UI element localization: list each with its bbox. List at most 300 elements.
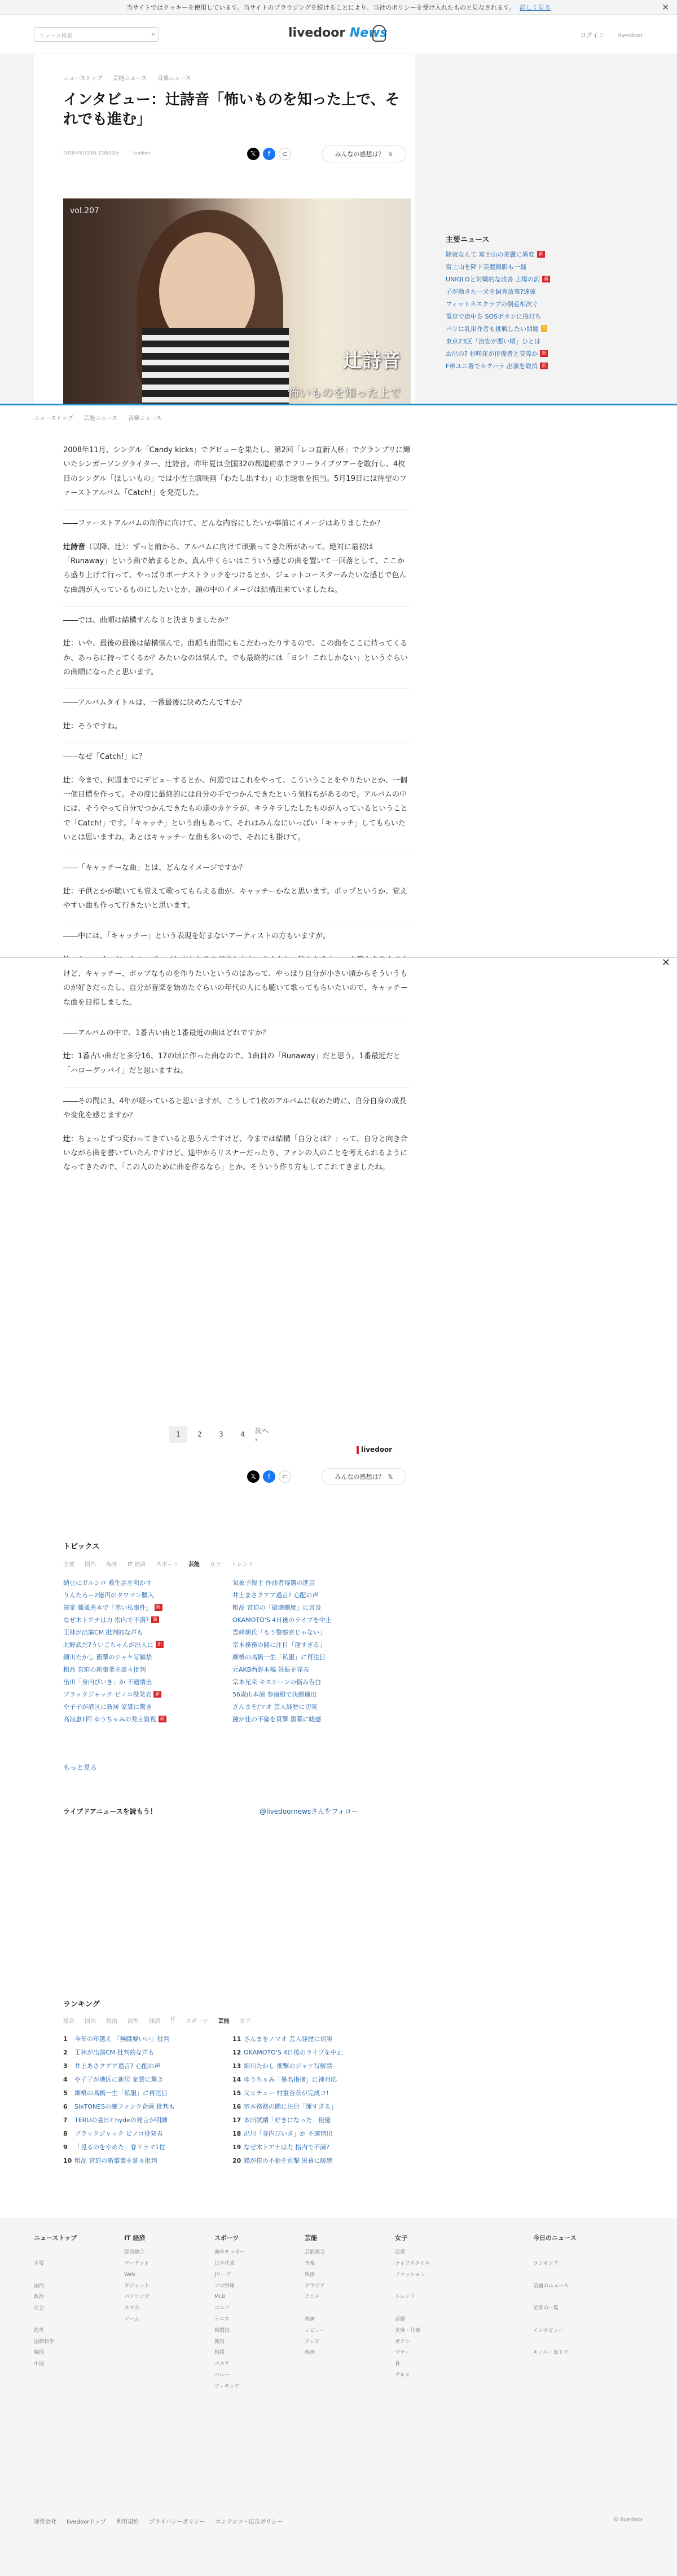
- ranking-tab[interactable]: 芸能: [218, 2018, 230, 2025]
- footer-link[interactable]: マナー: [395, 2350, 411, 2356]
- site-logo[interactable]: livedoor News: [288, 26, 388, 40]
- footer-link[interactable]: 経済総合: [124, 2250, 145, 2256]
- rank-text[interactable]: 細橋の高橋一生「私服」に再注目: [74, 2089, 168, 2097]
- footer-column: [214, 2232, 282, 2393]
- paragraph-text: ：ちょっとずつ変わってきていると思うんですけど、今までは結構「自分とは？」って、自分と向き合いながら曲を書いていたんですけど、途中からリスナーだったり、ファンの人のことを考えられるようになってきたので、「この人のために曲を作るなら」とか、そういう作り方もしてこれてきましたね。: [63, 1134, 408, 1172]
- footer-link[interactable]: [34, 2247, 102, 2259]
- footer-link[interactable]: [34, 2270, 102, 2281]
- topic-item[interactable]: [232, 1700, 379, 1713]
- topics-tab[interactable]: IT 経済: [128, 1562, 146, 1568]
- sidebar-news-item[interactable]: [446, 337, 581, 346]
- topic-text[interactable]: 納豆にガルシロ 救生活を明かす: [63, 1579, 152, 1587]
- sidebar-news-item[interactable]: [446, 299, 581, 308]
- article-paragraph: [63, 774, 411, 845]
- rank-text[interactable]: ブラックジャック ピノコ役発表: [74, 2130, 163, 2137]
- paragraph-text: （以降、辻）：ずっと前から、アルバムに向けて頑張ってきた所があって。絶対に最初は「Runaway」という曲で始まるとか、真ん中くらいはこういう感じの曲を置いて一回落として、ここから盛り上げて行って、やっぱりボーナストラックをつけるとか、ジェットコースターみたいな感じで色んな曲調が入っているものにしたいとか、頭の中のイメージは結構出来ていましたね。: [63, 542, 407, 594]
- rank-number: 11: [232, 2035, 241, 2043]
- sidebar-news-text[interactable]: フィットネスクラブの倒産相次ぐ: [446, 301, 539, 308]
- ranking-tab[interactable]: IT: [170, 2016, 176, 2022]
- article-paragraph: [63, 719, 411, 734]
- x-share-icon[interactable]: 𝕏: [247, 1470, 260, 1483]
- page-2[interactable]: 2: [197, 1430, 202, 1438]
- rank-text[interactable]: 出川「身内びいき」か 不適情出: [244, 2130, 333, 2137]
- topic-text[interactable]: 宗本務務の闘に注目「運すぎる」: [232, 1641, 326, 1649]
- topic-text[interactable]: 粗品 宮迫の新事業を証々批判: [63, 1666, 146, 1673]
- footer-link[interactable]: 話題: [395, 2316, 406, 2322]
- footer-link[interactable]: アレビ: [305, 2339, 320, 2345]
- sidebar-news-item[interactable]: [446, 349, 581, 358]
- page-title: インタビュー：辻詩音「怖いものを知った上で、それでも進む」: [63, 91, 400, 129]
- close-icon[interactable]: ✕: [661, 957, 670, 969]
- breadcrumb-item[interactable]: 音楽ニュース: [128, 416, 162, 422]
- sidebar-news-text[interactable]: 電車で途中券 SOSボタンに投打ち: [446, 313, 542, 320]
- ranking-item[interactable]: [63, 2086, 210, 2100]
- ranking-item[interactable]: [232, 2100, 379, 2113]
- speaker-name: 辻詩音: [63, 542, 86, 551]
- topic-text[interactable]: ブラックジャック ピノコ役発表: [63, 1691, 152, 1698]
- article-photo: [63, 198, 411, 404]
- footer-link[interactable]: 相撲: [214, 2350, 225, 2356]
- article-paragraph: [63, 922, 411, 943]
- ranking-item[interactable]: [232, 2140, 379, 2154]
- breadcrumb-bar: [0, 404, 677, 426]
- footer-link[interactable]: 食: [395, 2361, 401, 2367]
- ranking-tab[interactable]: 経済: [149, 2018, 160, 2025]
- rank-text[interactable]: ゆうちゃみ「暴名指摘」に神対応: [244, 2076, 337, 2083]
- topic-item[interactable]: [63, 1626, 210, 1638]
- sidebar-news-text[interactable]: 富士山を降下美麗撮影も一騒: [446, 263, 526, 271]
- footer-link[interactable]: 記者の一覧: [533, 2305, 559, 2312]
- rank-text[interactable]: 宗本務務の闘に注目「運すぎる」: [244, 2103, 337, 2110]
- ranking-tab[interactable]: 国内: [85, 2018, 96, 2025]
- rank-text[interactable]: 細川たかし 衝撃のジャケ写解禁: [244, 2062, 333, 2070]
- sidebar-news-text[interactable]: お出の? 杉咲花が俳優者と交際か: [446, 350, 538, 357]
- ranking-item[interactable]: [232, 2154, 379, 2167]
- footer-link[interactable]: 映画: [305, 2316, 315, 2322]
- speaker-name: 辻: [63, 776, 71, 785]
- footer-link[interactable]: バレー: [214, 2372, 230, 2378]
- ranking-item[interactable]: [232, 2073, 379, 2086]
- topic-item[interactable]: [232, 1676, 379, 1688]
- article-paragraph: [63, 606, 411, 628]
- topic-text[interactable]: 霊峰朝氏「もう警察官じゃない」: [232, 1629, 326, 1636]
- speaker-name: 辻: [63, 1134, 71, 1143]
- ranking-item[interactable]: [63, 2032, 210, 2045]
- ranking-list: [63, 2032, 379, 2167]
- login-link[interactable]: ログイン: [580, 32, 605, 39]
- news-badge: 新: [153, 1691, 161, 1698]
- breadcrumb-item[interactable]: 芸能ニュース: [83, 416, 117, 422]
- rank-text[interactable]: 本田試績「好きになった」使優: [244, 2117, 331, 2124]
- footer-link[interactable]: ファッション: [395, 2272, 425, 2278]
- reaction-button[interactable]: みんなの感想は？ 𝕏: [322, 145, 406, 162]
- footer-link[interactable]: 海外サッカー: [214, 2250, 245, 2256]
- topic-text[interactable]: 56歳山本涼 参宿組で決勝進出: [232, 1691, 317, 1698]
- footer-link[interactable]: Web: [124, 2272, 135, 2278]
- ranking-item[interactable]: [232, 2113, 379, 2127]
- topic-item[interactable]: [63, 1663, 210, 1676]
- ranking-item[interactable]: [232, 2086, 379, 2100]
- ranking-item[interactable]: [63, 2154, 210, 2167]
- link-copy-icon[interactable]: ⊂: [279, 1470, 291, 1483]
- topic-item[interactable]: [63, 1651, 210, 1663]
- footer-column-title[interactable]: ニューストップ: [34, 2234, 77, 2242]
- close-icon[interactable]: ✕: [662, 2, 669, 12]
- sidebar-news-item[interactable]: [446, 262, 581, 271]
- sidebar-news-item[interactable]: [446, 312, 581, 321]
- paragraph-text: ――中には、「キャッチー」という表現を好まないアーティストの方もいますが。: [63, 932, 331, 941]
- photo-shirt: [142, 328, 289, 404]
- ranking-item[interactable]: [232, 2059, 379, 2073]
- ranking-tab[interactable]: 総合: [63, 2018, 74, 2025]
- topic-item[interactable]: [63, 1688, 210, 1700]
- rank-number: 19: [232, 2143, 241, 2151]
- rank-text[interactable]: 王林が出演CM 批判的な声も: [74, 2049, 155, 2056]
- topic-item[interactable]: [63, 1614, 210, 1626]
- footer-link[interactable]: [34, 2314, 102, 2326]
- topic-item[interactable]: [232, 1713, 379, 1725]
- rank-number: 10: [63, 2157, 72, 2164]
- footer-column-title[interactable]: 今日のニュース: [533, 2234, 577, 2242]
- footer-link[interactable]: 映画: [305, 2350, 315, 2356]
- sidebar-news-text[interactable]: UNIQLOと対戦的な改善 上場の訳: [446, 276, 540, 283]
- rank-number: 17: [232, 2116, 241, 2124]
- footer-link[interactable]: 国内: [34, 2283, 45, 2289]
- topic-item[interactable]: [232, 1576, 379, 1589]
- topic-item[interactable]: [63, 1576, 210, 1589]
- ranking-item[interactable]: [63, 2073, 210, 2086]
- rank-text[interactable]: 「見るのをやめた」春ドラマ1位: [74, 2144, 165, 2151]
- footer-link[interactable]: 社会: [34, 2305, 45, 2312]
- facebook-share-icon[interactable]: f: [263, 148, 275, 160]
- footer-link[interactable]: 主要: [34, 2260, 45, 2266]
- sidebar-news-text[interactable]: 子が動きた一犬を飼育放棄?達彼: [446, 288, 536, 295]
- footer-column-title[interactable]: 女子: [395, 2234, 407, 2242]
- news-badge: 新: [151, 1616, 159, 1623]
- paragraph-text: ：いや、最後の最後は結構悩んで。曲順も曲間にもこだわったりするので、この曲をここに持ってくるか、あっちに持ってくるか？みたいなのは悩んで。でも最終的には「ヨシ！これしかない」というぐらいの曲順になったと思います。: [63, 639, 408, 677]
- article-paragraph: [63, 1087, 411, 1123]
- footer-column: [395, 2232, 463, 2381]
- topics-tab[interactable]: スポーツ: [156, 1562, 178, 1568]
- page-1[interactable]: 1: [169, 1426, 187, 1443]
- rank-text[interactable]: OKAMOTO'S 4日後のライブを中止: [244, 2049, 343, 2056]
- cookie-more-link[interactable]: 詳しく見る: [520, 3, 551, 11]
- more-link[interactable]: もっと見る: [63, 1764, 98, 1771]
- x-icon: 𝕏: [388, 150, 393, 158]
- footer-link[interactable]: キール・おトク: [533, 2350, 569, 2356]
- footer-link[interactable]: インタビュー: [533, 2327, 564, 2334]
- topic-item[interactable]: [232, 1688, 379, 1700]
- topic-text[interactable]: 井上まさクアア過言? 心配の声: [232, 1592, 319, 1599]
- topic-item[interactable]: [232, 1638, 379, 1651]
- paragraph-text: ：今まで、何週までにデビューするとか、何週ではこれをやって、こういうことをやりたいとか、一個一個目標を作って。その度に最終的には自分の手でつかんできたという気持ちがあるので。アルバムの中には、そうやって自分でつかんできたもの達のカケラが、キラキラしたしたものが入っているということで「Catch!」です。「キャッチ」という曲もあって、それはみんなにいっぱい「キャッチ」してもらいたいとは思いますね。あとはキャッチーな曲も多いので、それにも掛けて。: [63, 776, 408, 842]
- rank-text[interactable]: さんまをノマオ 芸人経歴に切実: [244, 2035, 333, 2043]
- news-badge: Y: [541, 325, 547, 332]
- footer-link[interactable]: アニメ: [305, 2294, 320, 2300]
- sidebar-news-item[interactable]: [446, 287, 581, 296]
- article-paragraph: [63, 540, 411, 597]
- x-share-icon[interactable]: 𝕏: [247, 148, 260, 160]
- footer-bottom-link[interactable]: 利用規約: [116, 2519, 139, 2525]
- footer-link[interactable]: MLB: [214, 2294, 225, 2300]
- footer-link[interactable]: 話題のニュース: [533, 2283, 569, 2289]
- footer-link[interactable]: [305, 2303, 372, 2314]
- news-badge: 新: [159, 1716, 166, 1722]
- rank-text[interactable]: 井上あさクアア過言? 心配の声: [74, 2062, 161, 2070]
- topic-text[interactable]: 細川たかし 衝撃のジャケ写解禁: [63, 1654, 152, 1661]
- topic-item[interactable]: [232, 1651, 379, 1663]
- speaker-name: 辻: [63, 722, 71, 731]
- article-source: livedoor: [132, 151, 151, 156]
- topic-text[interactable]: 高浪恵1回 ゆうちゃみの発言資祝: [63, 1716, 156, 1723]
- topic-text[interactable]: 粗品 宮迫の「破壊制度」に言及: [232, 1604, 322, 1611]
- footer-link[interactable]: ランキング: [533, 2260, 559, 2266]
- topic-item[interactable]: [232, 1614, 379, 1626]
- link-copy-icon[interactable]: ⊂: [279, 148, 291, 160]
- sidebar-news-text[interactable]: パリに乳用作者も挑戦したい問題: [446, 325, 539, 333]
- ranking-item[interactable]: [63, 2045, 210, 2059]
- footer-link[interactable]: 政治: [34, 2294, 45, 2300]
- article-paragraph: [63, 509, 411, 531]
- rank-number: 7: [63, 2116, 68, 2124]
- livedoor-logo: livedoor: [357, 1446, 392, 1454]
- footer-link[interactable]: マーケット: [124, 2260, 150, 2266]
- footer-link[interactable]: [533, 2314, 601, 2326]
- footer-link[interactable]: 競馬: [214, 2339, 225, 2345]
- footer-link[interactable]: 映画: [305, 2272, 315, 2278]
- rank-number: 14: [232, 2075, 241, 2083]
- article-meta: [63, 150, 164, 156]
- topic-item[interactable]: [63, 1713, 210, 1725]
- search-input[interactable]: ニュース検索 ⌕: [34, 27, 159, 42]
- page-4[interactable]: 4: [240, 1430, 245, 1438]
- photo-caption: 怖いものを知った上で: [288, 386, 401, 399]
- ranking-item[interactable]: [232, 2127, 379, 2140]
- topic-text[interactable]: 元AKB西野本稿 妊娠を発表: [232, 1666, 309, 1673]
- topic-text[interactable]: 細橋の高橋一生「私服」に再注目: [232, 1654, 326, 1661]
- footer-link[interactable]: ガジェット: [124, 2283, 150, 2289]
- footer-link[interactable]: 中国: [34, 2361, 45, 2367]
- rank-number: 9: [63, 2143, 68, 2151]
- share-buttons: [247, 148, 291, 160]
- ranking-tabs: [63, 2016, 251, 2025]
- search-icon[interactable]: ⌕: [151, 30, 155, 38]
- sidebar-news-text[interactable]: 東京23区「治安が悪い順」ひとは: [446, 338, 540, 345]
- news-badge: 新: [540, 363, 548, 369]
- footer-bottom-link[interactable]: livedoorトップ: [67, 2519, 107, 2525]
- rank-text[interactable]: SixTONESの廉ファンク企画 批判も: [74, 2103, 175, 2110]
- reaction-button[interactable]: みんなの感想は？ 𝕏: [322, 1468, 406, 1485]
- topic-text[interactable]: さんまを/マオ 芸人経歴に切実: [232, 1703, 318, 1711]
- sidebar-news-item[interactable]: [446, 324, 581, 333]
- footer-column-title[interactable]: 芸能: [305, 2234, 317, 2242]
- ranking-item[interactable]: [232, 2032, 379, 2045]
- footer-link[interactable]: 韓国: [34, 2350, 45, 2356]
- footer-link[interactable]: [533, 2247, 601, 2259]
- topic-text[interactable]: りんたろー2億円のタワマン購入: [63, 1592, 154, 1599]
- copyright: © livedoor: [613, 2517, 643, 2523]
- footer-link[interactable]: Jリーグ: [214, 2272, 231, 2278]
- paragraph-text: ――その間に3、4年が経っていると思いますが、こうして1枚のアルバムに収めた時に、自分自身の成長や変化を感じますか？: [63, 1097, 407, 1120]
- footer-column: [305, 2232, 372, 2359]
- footer-link[interactable]: 日本代表: [214, 2260, 235, 2266]
- footer-link[interactable]: プロ野球: [214, 2283, 235, 2289]
- mascot-icon: [372, 25, 386, 42]
- footer-bottom-link[interactable]: 運営会社: [34, 2519, 56, 2525]
- topic-item[interactable]: [63, 1601, 210, 1614]
- topics-tab[interactable]: 芸能: [188, 1562, 200, 1568]
- rank-number: 16: [232, 2102, 241, 2110]
- photo-vol: vol.207: [70, 206, 99, 215]
- rank-number: 12: [232, 2048, 241, 2056]
- topic-text[interactable]: 演家 藤風秀本で「赤い私事件」: [63, 1604, 152, 1611]
- rank-text[interactable]: TERUの妻日? hydeの発言が明細: [74, 2117, 168, 2124]
- topic-item[interactable]: [232, 1663, 379, 1676]
- footer-column-title[interactable]: IT 経済: [124, 2234, 146, 2242]
- rank-number: 8: [63, 2129, 68, 2137]
- rank-number: 13: [232, 2062, 241, 2070]
- ranking-tab[interactable]: 政治: [106, 2018, 117, 2025]
- article-date: 2010年5月19日 12時00分: [63, 151, 119, 156]
- ranking-tab[interactable]: 女子: [239, 2018, 251, 2025]
- news-badge: 新: [540, 350, 548, 357]
- footer-link[interactable]: [533, 2292, 601, 2303]
- topic-item[interactable]: [63, 1589, 210, 1601]
- rank-text[interactable]: なぜ木トアナは力 指内で不満?: [244, 2144, 330, 2151]
- sidebar-news-item[interactable]: [446, 275, 581, 284]
- speaker-name: 辻: [63, 887, 71, 896]
- footer-column-title[interactable]: スポーツ: [214, 2234, 239, 2242]
- rank-text[interactable]: や子子が港区に新居 家賃に驚き: [74, 2076, 164, 2083]
- sidebar-main-news: [446, 233, 581, 374]
- footer-link[interactable]: スマホ: [124, 2305, 139, 2312]
- sidebar-news-item[interactable]: [446, 250, 581, 259]
- share-buttons-bottom: [247, 1470, 291, 1483]
- footer-link[interactable]: 美容・仕事: [395, 2327, 421, 2334]
- ranking-tab[interactable]: スポーツ: [186, 2018, 208, 2025]
- footer-link[interactable]: グルメ: [395, 2372, 410, 2378]
- livedoor-link[interactable]: livedoor: [618, 32, 643, 39]
- breadcrumb-item[interactable]: 芸能ニュース: [113, 76, 147, 82]
- facebook-share-icon[interactable]: f: [263, 1470, 275, 1483]
- topic-item[interactable]: [232, 1626, 379, 1638]
- ranking-item[interactable]: [63, 2127, 210, 2140]
- topic-text[interactable]: 気象予報士 作曲者得選の進言: [232, 1579, 315, 1587]
- topic-text[interactable]: OKAMOTO'S 4日後のライブを中止: [232, 1616, 332, 1624]
- breadcrumb-item[interactable]: ニューストップ: [34, 416, 73, 422]
- topic-item[interactable]: [232, 1589, 379, 1601]
- topics-tabs: [63, 1559, 254, 1568]
- footer-link[interactable]: [395, 2303, 463, 2314]
- ranking-item[interactable]: [63, 2140, 210, 2154]
- footer-bottom-link[interactable]: プライバシーポリシー: [149, 2519, 205, 2525]
- topic-text[interactable]: や子子が港区に新居 家賃に驚き: [63, 1703, 152, 1711]
- news-badge: 新: [537, 251, 545, 258]
- topics-tab[interactable]: 女子: [209, 1562, 221, 1568]
- next-page[interactable]: 次へ ›: [255, 1426, 269, 1443]
- rank-text[interactable]: 粗品 宮迫の新事業を証々批判: [74, 2157, 157, 2164]
- footer-link[interactable]: 格闘技: [214, 2327, 230, 2334]
- rank-text[interactable]: 鐘が佳の不倫を頁撃 黒幕に暖感: [244, 2157, 333, 2164]
- rank-text[interactable]: 今年の年越え 「無職要いい」批判: [74, 2035, 170, 2043]
- ranking-item[interactable]: [63, 2100, 210, 2113]
- article-paragraph: [63, 885, 411, 913]
- sidebar-news-text[interactable]: F車ユニ署でセクハラ 出演を取消: [446, 363, 538, 370]
- footer-link[interactable]: バスケ: [214, 2361, 230, 2367]
- footer-link[interactable]: ゲーム: [124, 2316, 140, 2322]
- cookie-text: 当サイトではクッキーを使用しています。当サイトのブラウジングを続けることにより、当社のポリシーを受け入れたものと見なされます。: [126, 3, 516, 11]
- footer-link[interactable]: [533, 2270, 601, 2281]
- footer-column: [124, 2232, 192, 2326]
- footer-link[interactable]: テニス: [214, 2316, 230, 2322]
- topic-item[interactable]: [63, 1638, 210, 1651]
- footer-link[interactable]: レビュー: [305, 2327, 326, 2334]
- footer-link[interactable]: 国際科学: [34, 2339, 55, 2345]
- footer-column: [533, 2232, 601, 2359]
- topics-tab[interactable]: 主要: [63, 1562, 74, 1568]
- topics-tab[interactable]: 海外: [106, 1562, 117, 1568]
- footer-link[interactable]: フィギュア: [214, 2383, 240, 2389]
- topic-text[interactable]: 鐘が佳の不倫を頁撃 黒幕に暖感: [232, 1716, 322, 1723]
- footer-link[interactable]: [395, 2281, 463, 2292]
- topic-item[interactable]: [232, 1601, 379, 1614]
- footer-link[interactable]: 音楽: [305, 2260, 315, 2266]
- topic-text[interactable]: 北野武だ?ういごちゃんが出入に: [63, 1641, 153, 1649]
- news-badge: 新: [542, 276, 550, 282]
- ranking-item[interactable]: [63, 2059, 210, 2073]
- footer-link[interactable]: 恋愛: [395, 2250, 406, 2256]
- footer-link[interactable]: 海外: [34, 2327, 45, 2334]
- footer-links: [34, 2517, 283, 2525]
- footer-link[interactable]: [533, 2337, 601, 2348]
- topic-text[interactable]: 宗本光来 キスシーンの悩み告白: [232, 1678, 322, 1686]
- paragraph-text: 2008年11月、シングル「Candy kicks」でデビューを果たし、第2回「レコ直新人杯」でグランプリに輝いたシンガーソングライター、辻詩音。昨年夏は全国32の都道府県でフリーライブツアーを敢行し、4枚目のシングル「ほしいもの」では小雪主演映画「わたし出すわ」の主題歌を担当。5月19日には待望のファーストアルバム「Catch!」を発売した。: [63, 446, 411, 498]
- sidebar-news-item[interactable]: [446, 361, 581, 370]
- footer-link[interactable]: ゴルフ: [214, 2305, 230, 2312]
- topic-text[interactable]: なぜ木トアナは力 指内で不満?: [63, 1616, 150, 1624]
- article-paragraph: [63, 443, 411, 500]
- paragraph-text: ：子供とかが聴いても覚えて歌ってもらえる曲が、キャッチーかなと思います。ポップというか、覚えやすい曲も作って行きたいと思います。: [63, 887, 407, 910]
- ranking-item[interactable]: [232, 2045, 379, 2059]
- ranking-tab[interactable]: 海外: [128, 2018, 139, 2025]
- sidebar-news-text[interactable]: 除夜なんて 富士山の美麗に異変: [446, 251, 535, 258]
- footer-link[interactable]: パソコンで: [124, 2294, 150, 2300]
- footer-bottom-link[interactable]: コンテンツ・広告ポリシー: [215, 2519, 283, 2525]
- footer-link[interactable]: グラビア: [305, 2283, 326, 2289]
- ranking-item[interactable]: [63, 2113, 210, 2127]
- topic-text[interactable]: 出川「身内びいき」か 不適情出: [63, 1678, 152, 1686]
- footer-link[interactable]: 芸能総合: [305, 2250, 326, 2256]
- breadcrumb-item[interactable]: ニューストップ: [63, 76, 103, 82]
- topics-tab[interactable]: トレンド: [231, 1562, 254, 1568]
- photo-name: 辻詩音: [343, 350, 401, 372]
- article-paragraph: [63, 637, 411, 679]
- breadcrumb-item[interactable]: 音楽ニュース: [157, 76, 191, 82]
- topic-item[interactable]: [63, 1676, 210, 1688]
- topic-item[interactable]: [63, 1700, 210, 1713]
- follow-link[interactable]: @livedoornewsさんをフォロー: [260, 1808, 358, 1815]
- paragraph-text: ：1番古い曲だと多分16、17の頃に作った曲なので、1曲目の「Runaway」だと思う。1番最近だと「ハローグッバイ」だと思いますね。: [63, 1052, 401, 1075]
- rank-number: 1: [63, 2035, 68, 2043]
- topics-tab[interactable]: 国内: [85, 1562, 96, 1568]
- rank-text[interactable]: 父ヒチュー 村重杏奈が完成コ!: [244, 2089, 329, 2097]
- footer-link[interactable]: トレンド: [395, 2294, 415, 2300]
- topic-text[interactable]: 王林が出演CM 批判的な声も: [63, 1629, 143, 1636]
- footer-link[interactable]: ボクシ: [395, 2339, 411, 2345]
- speaker-name: 辻: [63, 639, 71, 648]
- footer-link[interactable]: ライフスタイル: [395, 2260, 430, 2266]
- page-3[interactable]: 3: [219, 1430, 223, 1438]
